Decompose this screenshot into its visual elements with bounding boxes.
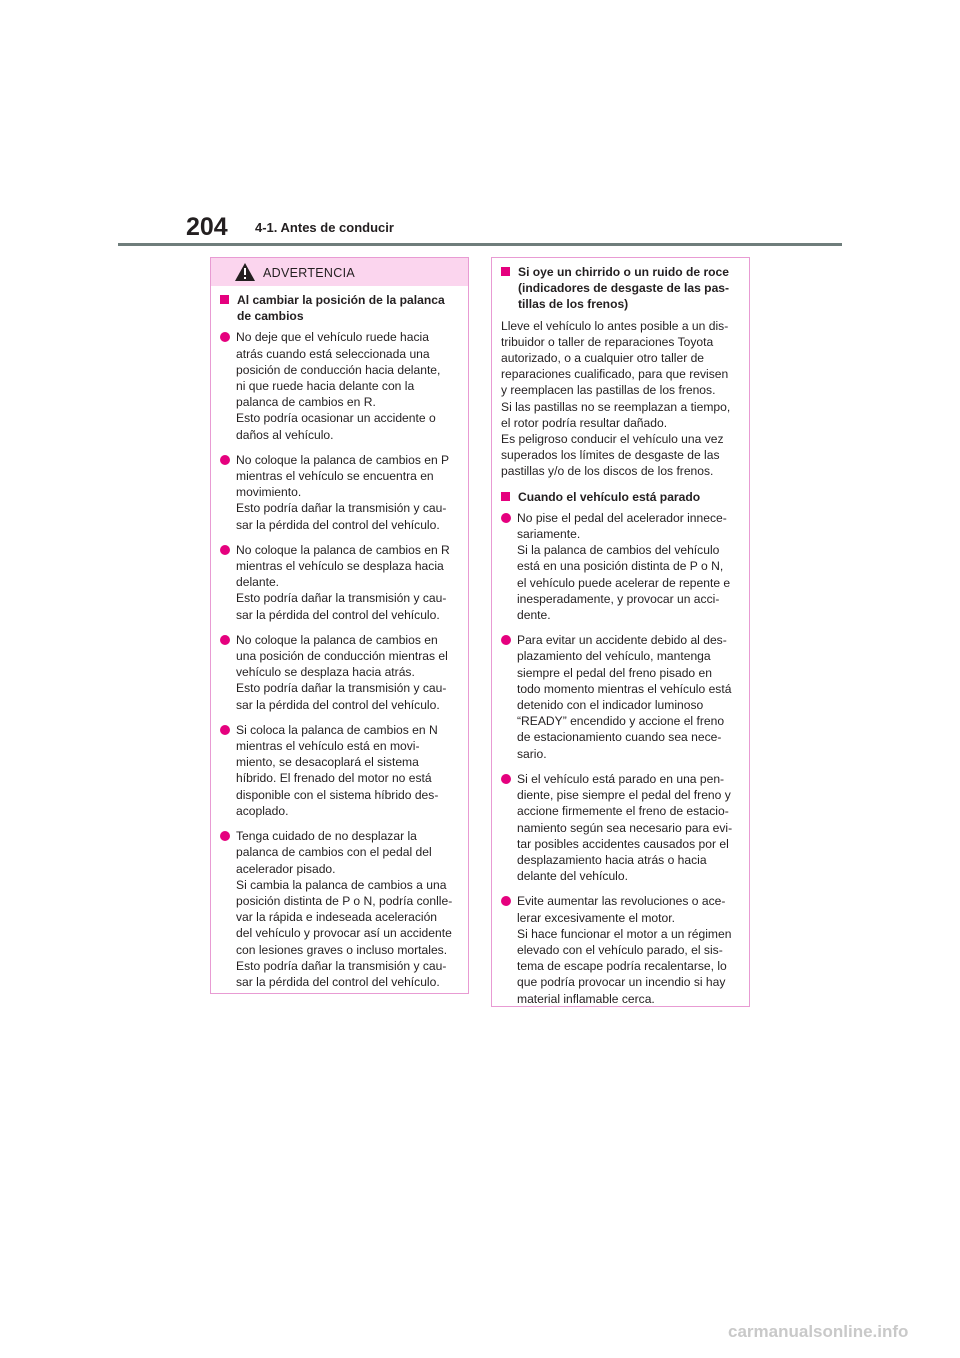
info-box bbox=[491, 257, 750, 1007]
warning-title: ADVERTENCIA bbox=[263, 266, 355, 280]
round-bullet-icon bbox=[220, 831, 230, 841]
section-title: 4-1. Antes de conducir bbox=[255, 220, 394, 235]
square-bullet-icon bbox=[501, 267, 510, 276]
list-item: Para evitar un accidente debido al des- plazamiento del vehículo, mantenga siempre el pedal del freno pisado en todo momento mientras el vehículo está detenido con el indicador luminoso “READY” encendido y accione el freno de estacionamiento cuando sea nece- sario. bbox=[501, 632, 740, 762]
list-item: No coloque la palanca de cambios en P mientras el vehículo se encuentra en movimiento. Esto podría dañar la transmisión y cau- sar la pérdida del control del vehículo. bbox=[220, 452, 459, 533]
list-item: Si coloca la palanca de cambios en N mientras el vehículo está en movi- miento, se desacoplará el sistema híbrido. El frenado del motor no está disponible con el sistema híbrido des- acoplado. bbox=[220, 722, 459, 819]
round-bullet-icon bbox=[501, 774, 511, 784]
info-heading-brakes: Si oye un chirrido o un ruido de roce (indicadores de desgaste de las pas- tillas de los frenos) bbox=[501, 264, 740, 313]
info-heading-parked: Cuando el vehículo está parado bbox=[501, 489, 740, 505]
round-bullet-icon bbox=[220, 332, 230, 342]
round-bullet-icon bbox=[220, 635, 230, 645]
watermark: carmanualsonline.info bbox=[728, 1322, 909, 1341]
round-bullet-icon bbox=[501, 513, 511, 523]
round-bullet-icon bbox=[220, 545, 230, 555]
square-bullet-icon bbox=[501, 492, 510, 501]
page-number: 204 bbox=[186, 213, 228, 241]
list-item: Si el vehículo está parado en una pen- diente, pise siempre el pedal del freno y accione firmemente el freno de estacio- namiento según sea necesario para evi- tar posibles accidentes causados por el desplazamiento hacia atrás o hacia delante del vehículo. bbox=[501, 771, 740, 884]
list-item: No coloque la palanca de cambios en una posición de conducción mientras el vehículo se desplaza hacia atrás. Esto podría dañar la transmisión y cau- sar la pérdida del control del vehículo. bbox=[220, 632, 459, 713]
warning-heading: Al cambiar la posición de la palanca de cambios bbox=[220, 292, 459, 324]
round-bullet-icon bbox=[220, 455, 230, 465]
round-bullet-icon bbox=[501, 635, 511, 645]
round-bullet-icon bbox=[220, 725, 230, 735]
square-bullet-icon bbox=[220, 295, 229, 304]
warning-header bbox=[211, 258, 468, 286]
list-item: Tenga cuidado de no desplazar la palanca de cambios con el pedal del acelerador pisado. Si cambia la palanca de cambios a una posición distinta de P o N, podría conlle- var la rápida e indeseada aceleración del vehículo y provocar así un accidente con lesiones graves o incluso mortales. Esto podría dañar la transmisión y cau- sar la pérdida del control del vehículo. bbox=[220, 828, 459, 990]
round-bullet-icon bbox=[501, 896, 511, 906]
list-item: No deje que el vehículo ruede hacia atrás cuando está seleccionada una posición de conducción hacia delante, ni que ruede hacia delante con la palanca de cambios en R. Esto podría ocasionar un accidente o daños al vehículo. bbox=[220, 329, 459, 442]
warning-box bbox=[210, 257, 469, 994]
warning-triangle-icon bbox=[234, 262, 256, 282]
list-item: No coloque la palanca de cambios en R mientras el vehículo se desplaza hacia delante. Esto podría dañar la transmisión y cau- sar la pérdida del control del vehículo. bbox=[220, 542, 459, 623]
header-rule bbox=[118, 243, 842, 246]
list-item: No pise el pedal del acelerador innece- sariamente. Si la palanca de cambios del vehículo está en una posición distinta de P o N, el vehículo puede acelerar de repente e inesperadamente, y provocar un acci- dente. bbox=[501, 510, 740, 623]
list-item: Evite aumentar las revoluciones o ace- lerar excesivamente el motor. Si hace funcionar el motor a un régimen elevado con el vehículo parado, el sis- tema de escape podría recalentarse, lo que podría provocar un incendio si hay material inflamable cerca. bbox=[501, 893, 740, 1006]
brake-paragraph: Lleve el vehículo lo antes posible a un dis- tribuidor o taller de reparaciones Toyota autorizado, o a cualquier otro taller de reparaciones cualificado, para que revisen y reemplacen las pastillas de los frenos. Si las pastillas no se reemplazan a tiempo, el rotor podría resultar dañado. Es peligroso conducir el vehículo una vez superados los límites de desgaste de las pastillas y/o de los discos de los frenos. bbox=[501, 318, 731, 479]
